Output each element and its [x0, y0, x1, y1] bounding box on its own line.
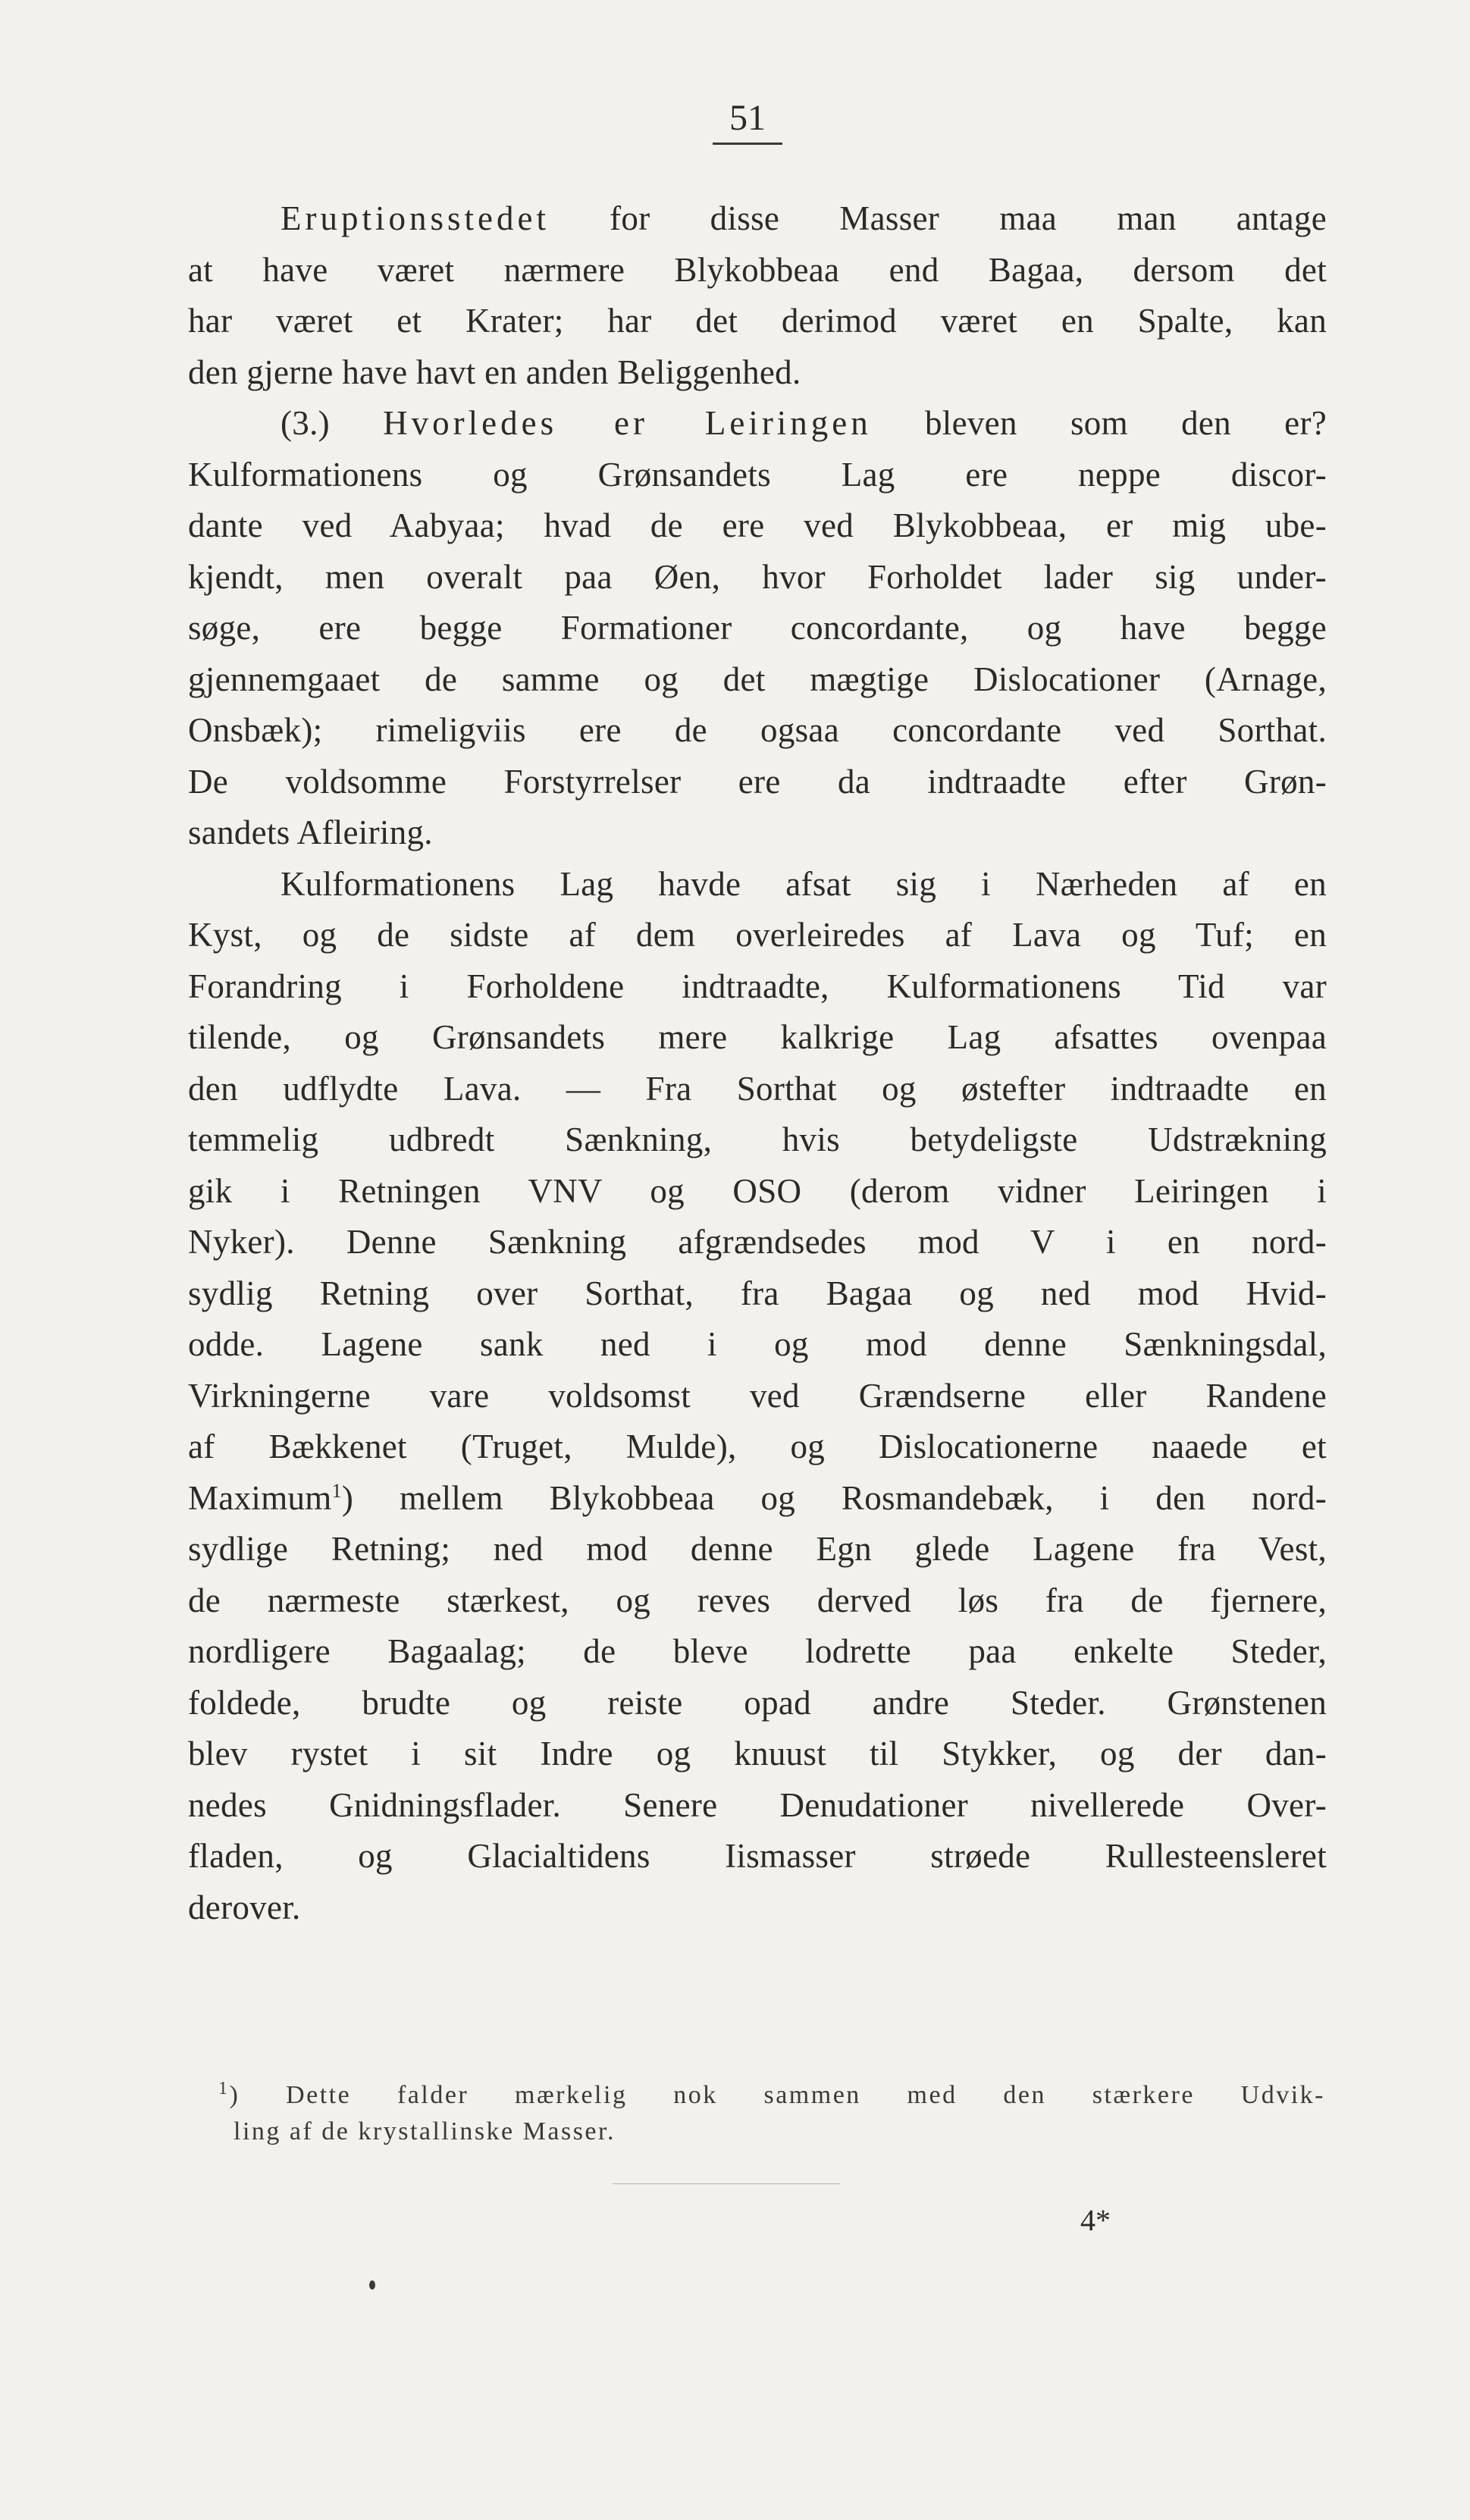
main-text	[188, 193, 1327, 1933]
spaced-emphasis: Hvorledes er Leiringen	[383, 404, 872, 442]
text-line	[188, 1319, 1327, 1371]
text-segment: at have været nærmere Blykobbeaa end Bagaa, dersom det	[188, 250, 1327, 289]
text-segment: Maximum	[188, 1478, 332, 1517]
text-segment: af Bækkenet (Truget, Mulde), og Dislocationerne naaede et	[188, 1428, 1327, 1465]
text-segment: har været et Krater; har det derimod været en Spalte, kan	[188, 302, 1327, 340]
text-line	[188, 1729, 1327, 1780]
text-line	[188, 1166, 1327, 1218]
text-segment: temmelig udbredt Sænkning, hvis betydeligste Udstrækning	[188, 1121, 1327, 1158]
text-line	[188, 654, 1327, 706]
text-segment: Kyst, og de sidste af dem overleiredes af Lava og Tuf; en	[188, 916, 1327, 954]
text-line	[188, 961, 1327, 1013]
text-segment: Onsbæk); rimeligviis ere de ogsaa concordante ved Sorthat.	[188, 711, 1327, 749]
ink-speck	[369, 2280, 375, 2290]
text-segment: nedes Gnidningsflader. Senere Denudationer nivellerede Over-	[188, 1785, 1327, 1824]
text-segment: fladen, og Glacialtidens Iismasser strøede Rullesteensleret	[188, 1837, 1327, 1875]
text-segment: sydlige Retning; ned mod denne Egn glede Lagene fra Vest,	[188, 1530, 1327, 1568]
text-segment: Forandring i Forholdene indtraadte, Kulformationens Tid var	[188, 967, 1327, 1005]
text-line	[188, 500, 1327, 552]
footnote-line-2: ling af de krystallinske Masser.	[234, 2117, 616, 2145]
text-line	[188, 757, 1327, 808]
footnote-text: ) Dette falder mærkelig nok sammen med den stærkere Udvik-	[229, 2081, 1325, 2109]
text-line	[188, 1678, 1327, 1729]
text-segment: sandets Afleiring.	[188, 813, 433, 851]
footnote	[218, 2077, 1325, 2150]
text-line	[188, 1371, 1327, 1422]
text-line	[188, 552, 1327, 603]
text-line	[188, 1626, 1327, 1678]
footnote-line-1	[218, 2077, 1325, 2114]
text-segment: gjennemgaaet de samme og det mægtige Dislocationer (Arnage,	[188, 660, 1327, 698]
page-number: 51	[713, 97, 782, 145]
text-segment: den udflydte Lava. — Fra Sorthat og østefter indtraadte en	[188, 1069, 1327, 1108]
text-segment: de nærmeste stærkest, og reves derved løs fra de fjernere,	[188, 1581, 1327, 1619]
text-line	[188, 1064, 1327, 1115]
text-line	[188, 1524, 1327, 1575]
text-line	[188, 1473, 1327, 1525]
text-segment: blev rystet i sit Indre og knuust til Stykker, og der dan-	[188, 1735, 1327, 1772]
text-segment: De voldsomme Forstyrrelser ere da indtraadte efter Grøn-	[188, 762, 1327, 801]
text-line	[188, 1780, 1327, 1832]
text-segment: derover.	[188, 1888, 301, 1926]
footnote-reference: 1	[331, 1479, 342, 1502]
text-line	[188, 1012, 1327, 1064]
footer-rule	[613, 2183, 840, 2184]
text-line	[188, 1831, 1327, 1882]
text-segment: foldede, brudte og reiste opad andre Steder. Grønstenen	[188, 1683, 1327, 1722]
text-line	[188, 910, 1327, 961]
text-segment: tilende, og Grønsandets mere kalkrige Lag afsattes ovenpaa	[188, 1018, 1327, 1056]
text-segment: dante ved Aabyaa; hvad de ere ved Blykobbeaa, er mig ube-	[188, 506, 1327, 544]
text-segment: søge, ere begge Formationer concordante, og have begge	[188, 609, 1327, 647]
spaced-emphasis: Eruptionsstedet	[281, 199, 550, 237]
text-segment: ) mellem Blykobbeaa og Rosmandebæk, i den nord-	[341, 1478, 1327, 1517]
printer-signature: 4*	[1080, 2203, 1111, 2237]
text-line	[188, 193, 1327, 245]
text-segment: nordligere Bagaalag; de bleve lodrette paa enkelte Steder,	[188, 1632, 1327, 1670]
text-segment: Virkningerne vare voldsomst ved Grændserne eller Randene	[188, 1376, 1327, 1415]
text-line	[188, 859, 1327, 911]
text-line	[188, 398, 1327, 450]
text-line	[188, 1217, 1327, 1268]
text-segment: sydlig Retning over Sorthat, fra Bagaa og ned mod Hvid-	[188, 1274, 1327, 1312]
text-segment: odde. Lagene sank ned i og mod denne Sænkningsdal,	[188, 1325, 1327, 1363]
text-line	[188, 1575, 1327, 1627]
text-segment: bleven som den er?	[871, 404, 1327, 442]
text-line	[188, 1114, 1327, 1166]
text-segment: Kulformationens og Grønsandets Lag ere neppe discor-	[188, 455, 1327, 494]
text-segment: (3.)	[281, 404, 384, 442]
text-line	[188, 705, 1327, 757]
text-line	[188, 450, 1327, 501]
text-segment: den gjerne have havt en anden Beliggenhed.	[188, 353, 801, 391]
text-segment: Nyker). Denne Sænkning afgrændsedes mod V i en nord-	[188, 1223, 1327, 1261]
footnote-marker: 1	[218, 2078, 230, 2098]
text-line	[188, 245, 1327, 296]
text-segment: Kulformationens Lag havde afsat sig i Nærheden af en	[281, 864, 1327, 903]
text-line	[188, 807, 1327, 859]
text-line	[188, 1421, 1327, 1473]
text-segment: gik i Retningen VNV og OSO (derom vidner Leiringen i	[188, 1171, 1327, 1210]
text-line	[188, 1268, 1327, 1320]
text-segment: for disse Masser maa man antage	[549, 199, 1327, 237]
text-line	[188, 1882, 1327, 1934]
text-line	[188, 347, 1327, 399]
text-line	[188, 296, 1327, 347]
text-line	[188, 603, 1327, 654]
text-segment: kjendt, men overalt paa Øen, hvor Forholdet lader sig under-	[188, 557, 1327, 596]
